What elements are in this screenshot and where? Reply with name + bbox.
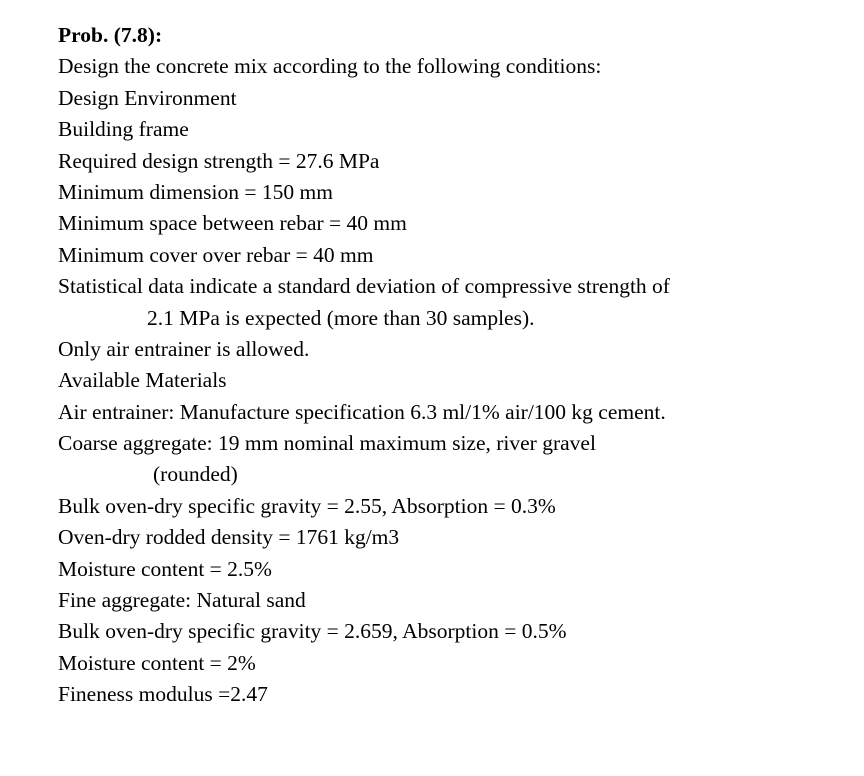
fine-aggregate-heading: Fine aggregate: Natural sand — [58, 588, 306, 613]
problem-document — [58, 20, 838, 711]
coarse-moisture-content: Moisture content = 2.5% — [58, 556, 272, 581]
structure-type: Building frame — [58, 117, 189, 142]
coarse-aggregate-text: Coarse aggregate: 19 mm nominal maximum size, river gravel — [58, 431, 596, 456]
fine-moisture-content: Moisture content = 2% — [58, 650, 256, 675]
problem-intro: Design the concrete mix according to the following conditions: — [58, 54, 602, 79]
coarse-specific-gravity: Bulk oven-dry specific gravity = 2.55, Absorption = 0.3% — [58, 493, 556, 518]
required-strength: Required design strength = 27.6 MPa — [58, 148, 380, 173]
minimum-rebar-cover: Minimum cover over rebar = 40 mm — [58, 242, 374, 267]
fine-specific-gravity: Bulk oven-dry specific gravity = 2.659, Absorption = 0.5% — [58, 619, 567, 644]
statistics-text-continued: 2.1 MPa is expected (more than 30 samples). — [147, 305, 535, 330]
statistics-text: Statistical data indicate a standard deviation of compressive strength of — [58, 274, 670, 299]
problem-title: Prob. (7.8): — [58, 23, 163, 47]
available-materials-heading: Available Materials — [58, 368, 227, 393]
coarse-aggregate-text-continued: (rounded) — [153, 462, 238, 487]
coarse-rodded-density: Oven-dry rodded density = 1761 kg/m3 — [58, 525, 400, 550]
fineness-modulus: Fineness modulus =2.47 — [58, 682, 268, 707]
minimum-rebar-space: Minimum space between rebar = 40 mm — [58, 211, 407, 236]
minimum-dimension: Minimum dimension = 150 mm — [58, 179, 333, 204]
admixture-note: Only air entrainer is allowed. — [58, 336, 310, 361]
air-entrainer-spec: Air entrainer: Manufacture specification 6.3 ml/1% air/100 kg cement. — [58, 399, 666, 424]
design-environment-heading: Design Environment — [58, 85, 237, 110]
